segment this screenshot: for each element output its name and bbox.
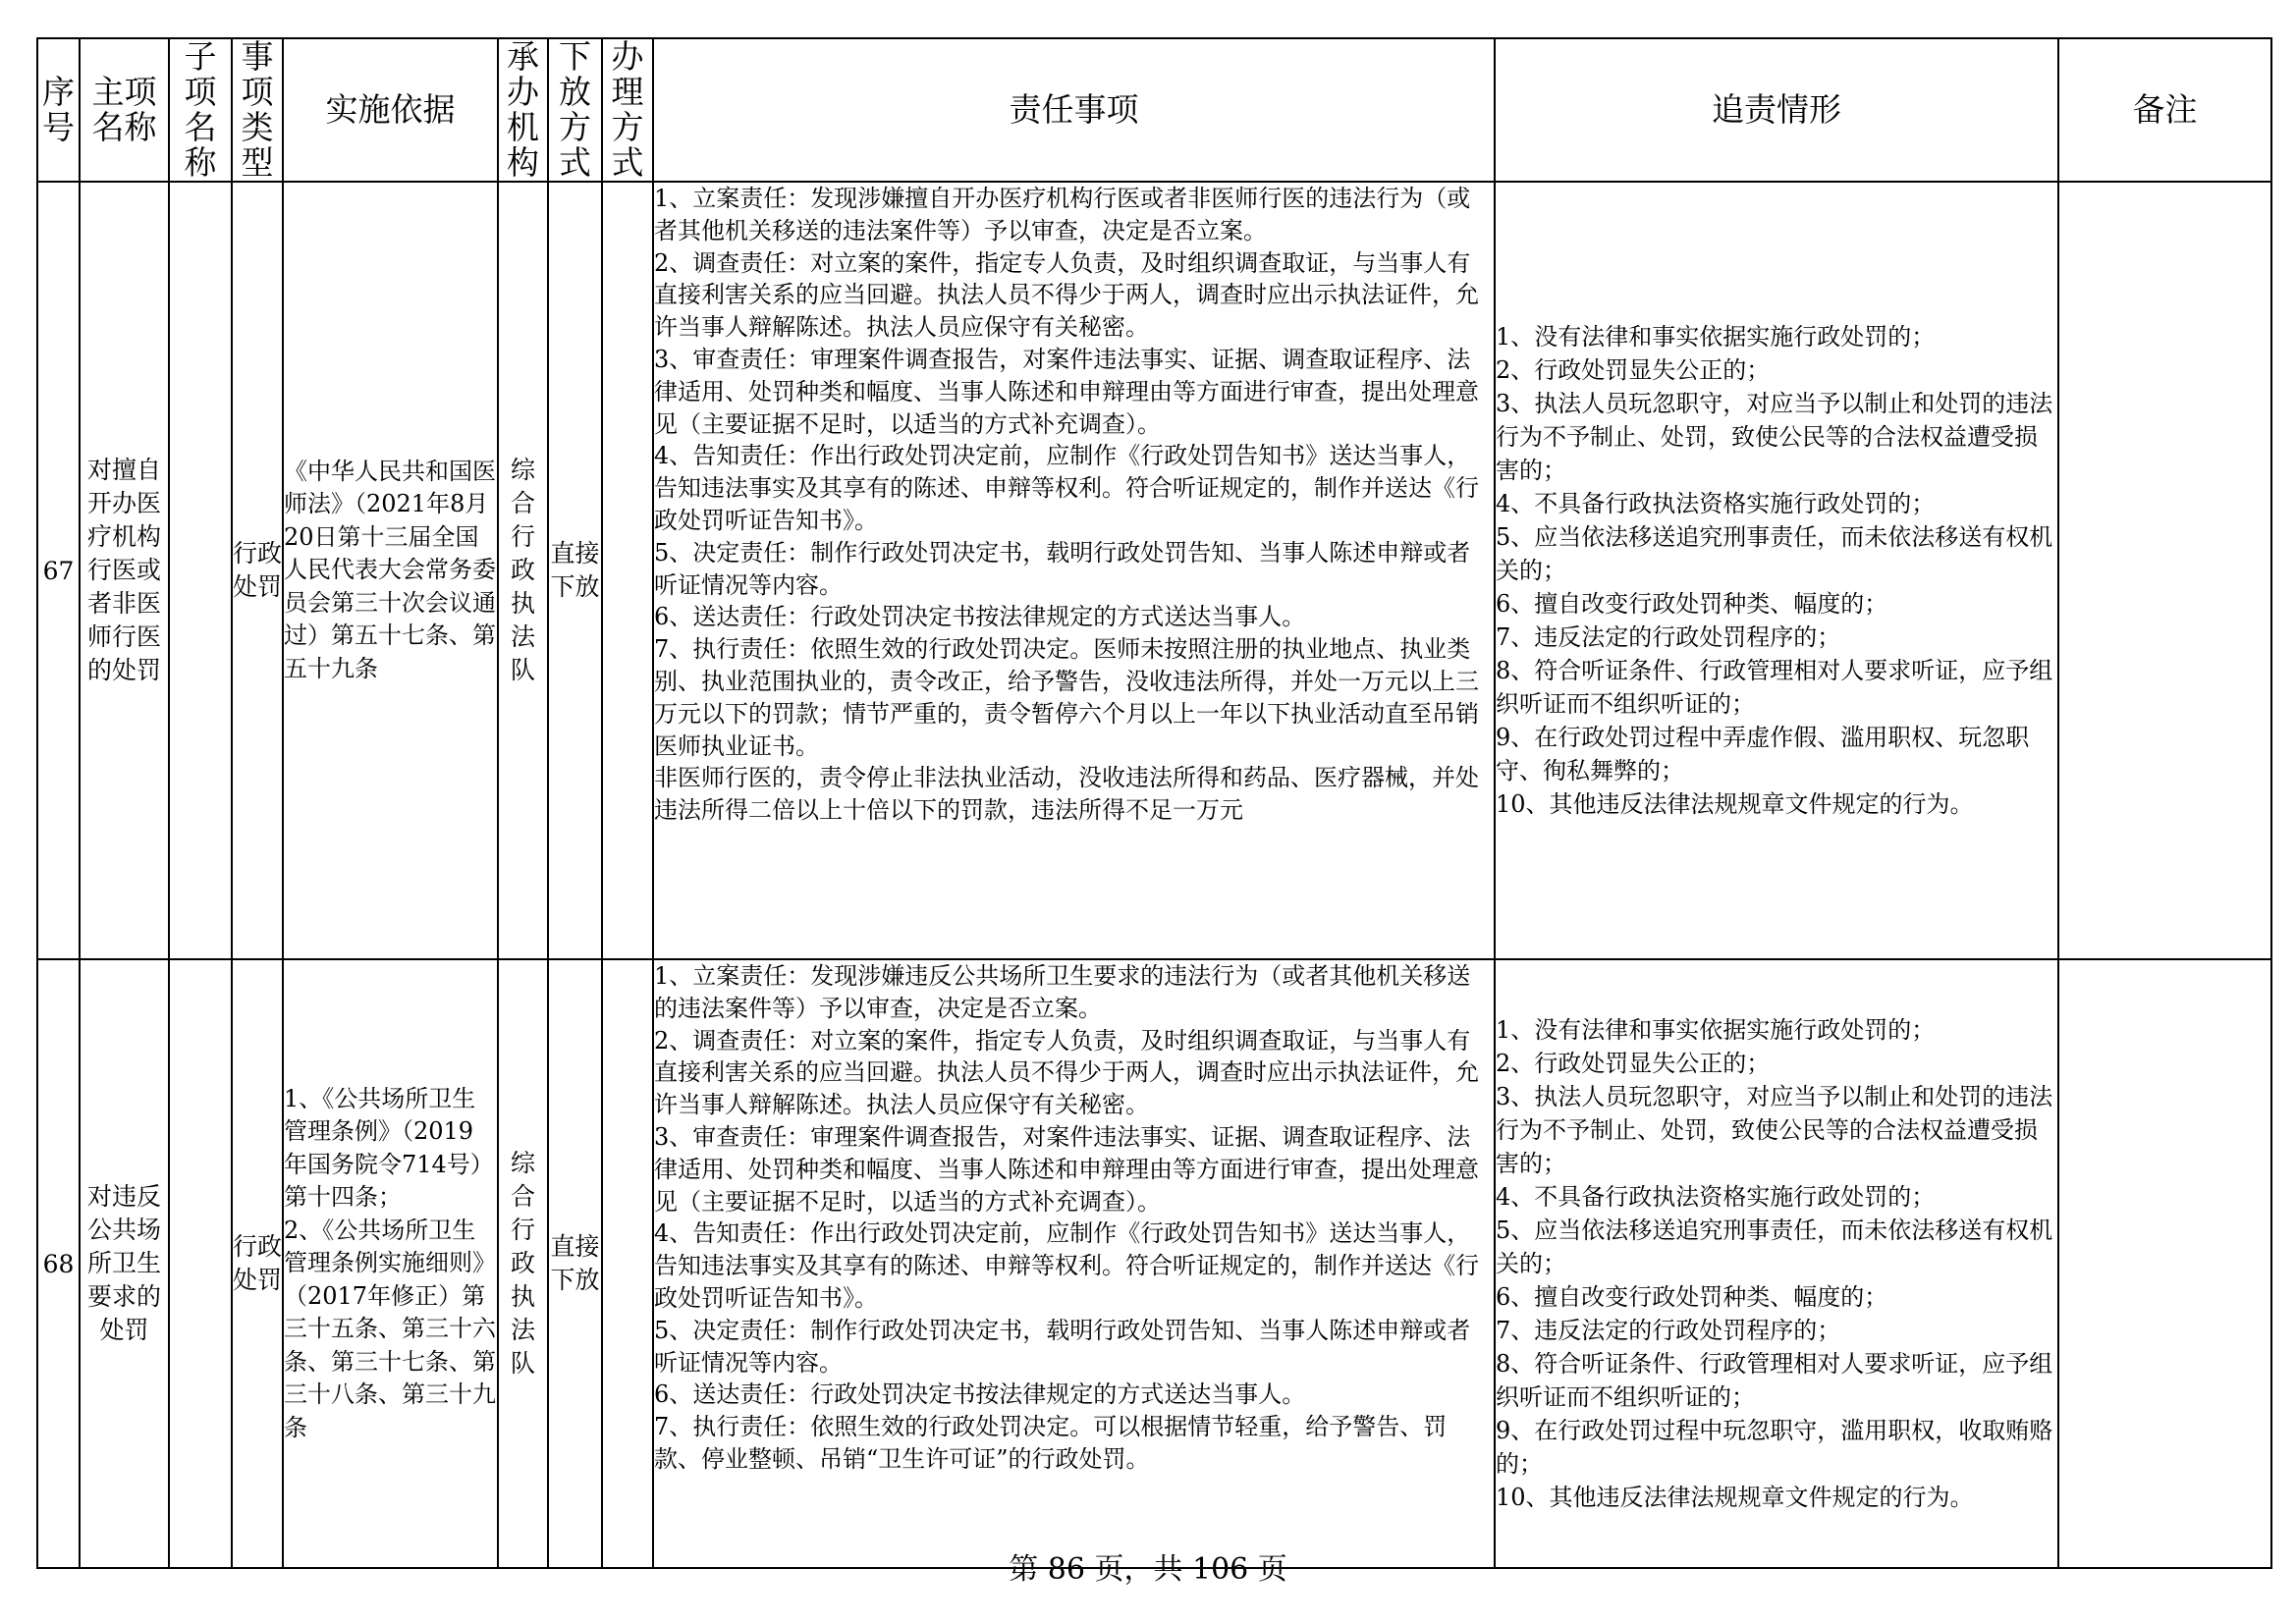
row-accountability xyxy=(1495,182,2058,959)
row-org: 综合行政执法队 xyxy=(498,182,548,959)
accountability-item: 1、没有法律和事实依据实施行政处罚的； xyxy=(1496,1016,1936,1044)
accountability-item: 3、执法人员玩忽职守，对应当予以制止和处罚的违法行为不予制止、处罚，致使公民等的合法权益遭受损害的； xyxy=(1496,1083,2053,1177)
header-accountability: 追责情形 xyxy=(1495,38,2058,182)
page-number: 第 86 页，共 106 页 xyxy=(1009,1552,1287,1587)
accountability-item: 8、符合听证条件、行政管理相对人要求听证，应予组织听证而不组织听证的； xyxy=(1496,1350,2053,1411)
table-row xyxy=(37,182,2271,959)
row-responsibility xyxy=(653,182,1495,959)
header-org: 承办机构 xyxy=(498,38,548,182)
accountability-item: 1、没有法律和事实依据实施行政处罚的； xyxy=(1496,323,1936,351)
row-basis: 《中华人民共和国医师法》（2021年8月20日第十三届全国人民代表大会常务委员会第三十次会议通过）第五十七条、第五十九条 xyxy=(283,182,498,959)
table-row xyxy=(37,959,2271,1568)
header-remark: 备注 xyxy=(2058,38,2271,182)
accountability-item: 2、行政处罚显失公正的； xyxy=(1496,356,1771,384)
responsibility-item: 7、执行责任：依照生效的行政处罚决定。可以根据情节轻重，给予警告、罚款、停业整顿、吊销“卫生许可证”的行政处罚。 xyxy=(654,1413,1448,1473)
accountability-item: 8、符合听证条件、行政管理相对人要求听证，应予组织听证而不组织听证的； xyxy=(1496,657,2053,718)
accountability-item: 4、不具备行政执法资格实施行政处罚的； xyxy=(1496,490,1936,517)
row-seq: 67 xyxy=(37,182,80,959)
row-basis: 1、《公共场所卫生管理条例》（2019年国务院令714号）第十四条； 2、《公共场所卫生管理条例实施细则》（2017年修正）第三十五条、第三十六条、第三十七条、第三十八条、第三十九条 xyxy=(283,959,498,1568)
row-seq: 68 xyxy=(37,959,80,1568)
accountability-item: 10、其他违反法律法规规章文件规定的行为。 xyxy=(1496,790,1974,818)
accountability-item: 4、不具备行政执法资格实施行政处罚的； xyxy=(1496,1183,1936,1211)
responsibility-item: 6、送达责任：行政处罚决定书按法律规定的方式送达当事人。 xyxy=(654,1380,1306,1409)
row-sub-name xyxy=(169,959,232,1568)
accountability-item: 9、在行政处罚过程中弄虚作假、滥用职权、玩忽职守、徇私舞弊的； xyxy=(1496,724,2030,784)
responsibility-item: 4、告知责任：作出行政处罚决定前，应制作《行政处罚告知书》送达当事人，告知违法事实及其享有的陈述、申辩等权利。符合听证规定的，制作并送达《行政处罚听证告知书》。 xyxy=(654,1219,1479,1312)
responsibility-item: 2、调查责任：对立案的案件，指定专人负责，及时组织调查取证，与当事人有直接利害关系的应当回避。执法人员不得少于两人，调查时应出示执法证件，允许当事人辩解陈述。执法人员应保守有关秘密。 xyxy=(654,248,1479,342)
header-responsibility: 责任事项 xyxy=(653,38,1495,182)
accountability-item: 3、执法人员玩忽职守，对应当予以制止和处罚的违法行为不予制止、处罚，致使公民等的合法权益遭受损害的； xyxy=(1496,390,2053,484)
header-row xyxy=(37,38,2271,182)
responsibility-item: 7、执行责任：依照生效的行政处罚决定。医师未按照注册的执业地点、执业类别、执业范围执业的，责令改正，给予警告，没收违法所得，并处一万元以上三万元以下的罚款；情节严重的，责令暂停六个月以上一年以下执业活动直至吊销医师执业证书。 xyxy=(654,635,1479,760)
responsibility-table xyxy=(36,37,2272,1569)
header-method: 办理方式 xyxy=(602,38,653,182)
accountability-item: 2、行政处罚显失公正的； xyxy=(1496,1050,1771,1077)
row-responsibility xyxy=(653,959,1495,1568)
row-remark xyxy=(2058,959,2271,1568)
row-sub-name xyxy=(169,182,232,959)
responsibility-item: 非医师行医的，责令停止非法执业活动，没收违法所得和药品、医疗器械，并处违法所得二倍以上十倍以下的罚款，违法所得不足一万元 xyxy=(654,764,1479,825)
accountability-item: 6、擅自改变行政处罚种类、幅度的； xyxy=(1496,1283,1888,1311)
header-delegation: 下放方式 xyxy=(548,38,602,182)
header-main-name: 主项名称 xyxy=(80,38,169,182)
header-type: 事项类型 xyxy=(232,38,283,182)
responsibility-item: 2、调查责任：对立案的案件，指定专人负责，及时组织调查取证，与当事人有直接利害关系的应当回避。执法人员不得少于两人，调查时应出示执法证件，允许当事人辩解陈述。执法人员应保守有关秘密。 xyxy=(654,1026,1479,1119)
row-org: 综合行政执法队 xyxy=(498,959,548,1568)
row-method xyxy=(602,182,653,959)
row-delegation: 直接下放 xyxy=(548,182,602,959)
row-main-name: 对违反公共场所卫生要求的处罚 xyxy=(80,959,169,1568)
row-delegation: 直接下放 xyxy=(548,959,602,1568)
accountability-item: 7、违反法定的行政处罚程序的； xyxy=(1496,1317,1841,1344)
responsibility-item: 5、决定责任：制作行政处罚决定书，载明行政处罚告知、当事人陈述申辩或者听证情况等内容。 xyxy=(654,538,1471,599)
accountability-item: 5、应当依法移送追究刑事责任，而未依法移送有权机关的； xyxy=(1496,523,2053,584)
row-type: 行政处罚 xyxy=(232,959,283,1568)
row-remark xyxy=(2058,182,2271,959)
row-type: 行政处罚 xyxy=(232,182,283,959)
responsibility-item: 3、审查责任：审理案件调查报告，对案件违法事实、证据、调查取证程序、法律适用、处罚种类和幅度、当事人陈述和申辩理由等方面进行审查，提出处理意见（主要证据不足时，以适当的方式补充调查）。 xyxy=(654,345,1479,438)
responsibility-item: 1、立案责任：发现涉嫌擅自开办医疗机构行医或者非医师行医的违法行为（或者其他机关移送的违法案件等）予以审查，决定是否立案。 xyxy=(654,185,1471,244)
accountability-item: 9、在行政处罚过程中玩忽职守，滥用职权，收取贿赂的； xyxy=(1496,1417,2053,1478)
accountability-item: 10、其他违反法律法规规章文件规定的行为。 xyxy=(1496,1484,1974,1511)
accountability-item: 5、应当依法移送追究刑事责任，而未依法移送有权机关的； xyxy=(1496,1217,2053,1277)
responsibility-item: 5、决定责任：制作行政处罚决定书，载明行政处罚告知、当事人陈述申辩或者听证情况等内容。 xyxy=(654,1316,1471,1377)
responsibility-item: 3、审查责任：审理案件调查报告，对案件违法事实、证据、调查取证程序、法律适用、处罚种类和幅度、当事人陈述和申辩理由等方面进行审查，提出处理意见（主要证据不足时，以适当的方式补充调查）。 xyxy=(654,1122,1479,1216)
header-sub-name: 子项名称 xyxy=(169,38,232,182)
accountability-item: 6、擅自改变行政处罚种类、幅度的； xyxy=(1496,590,1888,618)
responsibility-item: 1、立案责任：发现涉嫌违反公共场所卫生要求的违法行为（或者其他机关移送的违法案件等）予以审查，决定是否立案。 xyxy=(654,962,1471,1022)
row-method xyxy=(602,959,653,1568)
row-main-name: 对擅自开办医疗机构行医或者非医师行医的处罚 xyxy=(80,182,169,959)
responsibility-item: 6、送达责任：行政处罚决定书按法律规定的方式送达当事人。 xyxy=(654,603,1306,631)
header-seq: 序号 xyxy=(37,38,80,182)
responsibility-item: 4、告知责任：作出行政处罚决定前，应制作《行政处罚告知书》送达当事人，告知违法事实及其享有的陈述、申辩等权利。符合听证规定的，制作并送达《行政处罚听证告知书》。 xyxy=(654,442,1479,534)
row-accountability xyxy=(1495,959,2058,1568)
accountability-item: 7、违反法定的行政处罚程序的； xyxy=(1496,623,1841,651)
header-basis: 实施依据 xyxy=(283,38,498,182)
